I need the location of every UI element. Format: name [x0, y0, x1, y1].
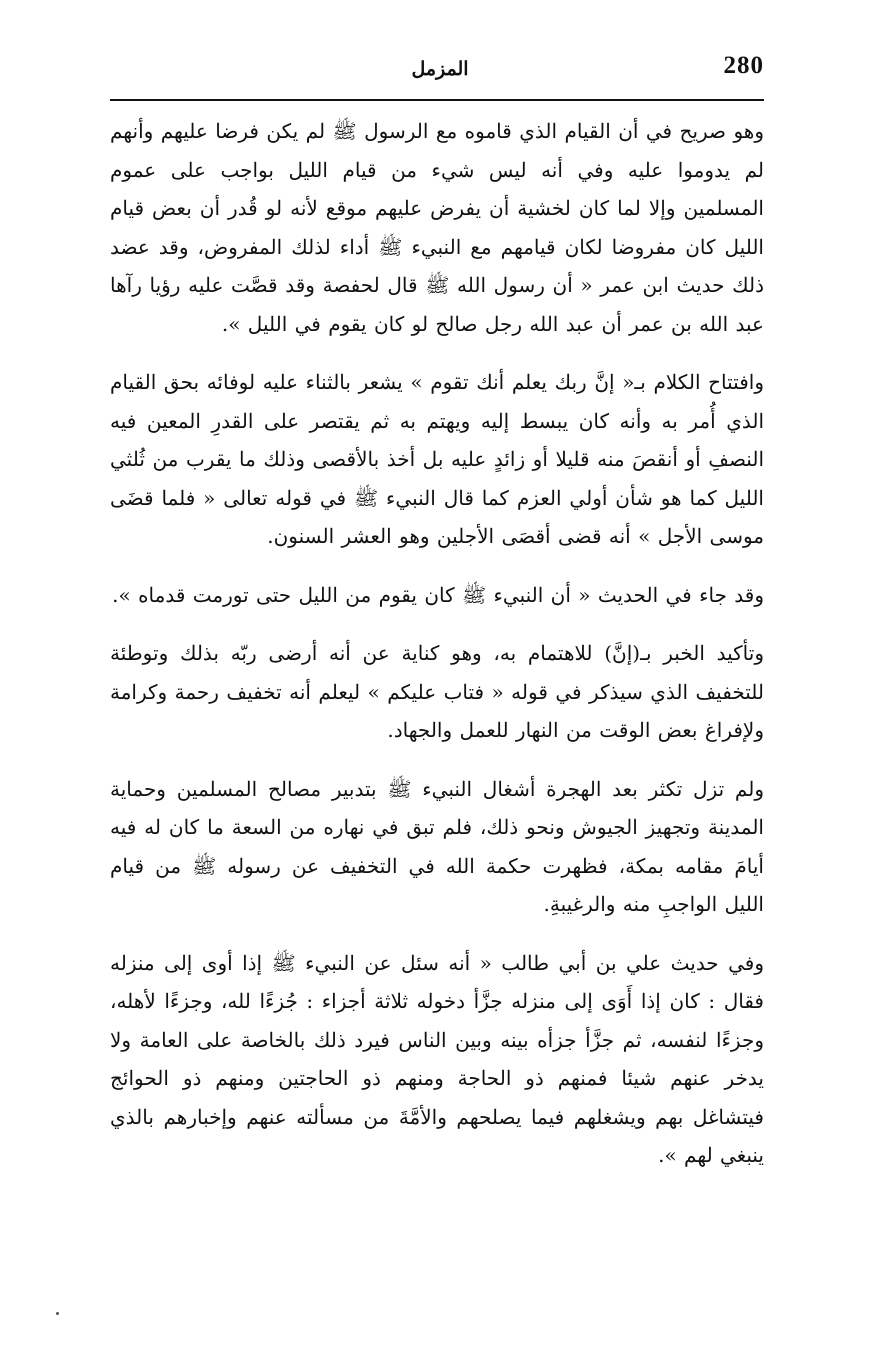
- paragraph: وفي حديث علي بن أبي طالب « أنه سئل عن النبيء ﷺ إذا أوى إلى منزله فقال : كان إذا أَوَى إلى منزله جزَّأ دخوله ثلاثة أجزاء : جُزءًا لله، وجزءًا لأهله، وجزءًا لنفسه، ثم جزَّأ جزأه بينه وبين الناس فيرد ذلك بالخاصة على العامة ولا يدخر عنهم شيئا فمنهم ذو الحاجة ومنهم ذو الحاجتين ومنهم ذو الحوائج فيتشاغل بهم ويشغلهم فيما يصلحهم والأمَّةَ من مسألته عنهم وإخبارهم بالذي ينبغي لهم ».: [110, 950, 764, 1167]
- paragraph: ولم تزل تكثر بعد الهجرة أشغال النبيء ﷺ بتدبير مصالح المسلمين وحماية المدينة وتجهيز الجيوش ونحو ذلك، فلم تبق في نهاره من السعة ما كان له فيه أيامَ مقامه بمكة، فظهرت حكمة الله في التخفيف عن رسوله ﷺ من قيام الليل الواجبِ منه والرغيبةِ.: [110, 776, 764, 916]
- paragraph: وافتتاح الكلام بـ« إنَّ ربك يعلم أنك تقوم » يشعر بالثناء عليه لوفائه بحق القيام الذي أُمر به وأنه كان يبسط إليه ويهتم به ثم يقتصر على القدرِ المعين فيه النصفِ أو أنقصَ منه قليلا أو زائدٍ عليه بل أخذ بالأقصى وذلك ما يقرب من ثُلثي الليل كما هو شأن أولي العزم كما قال النبيء ﷺ في قوله تعالى « فلما قضَى موسى الأجل » أنه قضى أقصَى الأجلين وهو العشر السنون.: [110, 370, 764, 548]
- paragraph: وهو صريح في أن القيام الذي قاموه مع الرسول ﷺ لم يكن فرضا عليهم وأنهم لم يدوموا عليه وفي أنه ليس شيء من قيام الليل بواجب على عموم المسلمين وإلا لما كان لخشية أن يفرض عليهم موقع لأنه لو قُدر أن بعض قيام الليل كان مفروضا لكان قيامهم مع النبيء ﷺ أداء لذلك المفروض، وقد عضد ذلك حديث ابن عمر « أن رسول الله ﷺ قال لحفصة وقد قصَّت عليه رؤيا رآها عبد الله بن عمر أن عبد الله رجل صالح لو كان يقوم في الليل ».: [110, 119, 764, 336]
- paragraph: وتأكيد الخبر بـ(إنَّ) للاهتمام به، وهو كناية عن أنه أرضى ربّه بذلك وتوطئة للتخفيف الذي سيذكر في قوله « فتاب عليكم » ليعلم أنه تخفيف رحمة وكرامة ولإفراغ بعض الوقت من النهار للعمل والجهاد.: [110, 641, 764, 742]
- paragraph: وقد جاء في الحديث « أن النبيء ﷺ كان يقوم من الليل حتى تورمت قدماه ».: [112, 582, 764, 607]
- scan-speck: [56, 1312, 59, 1315]
- page-header: [110, 46, 764, 96]
- page-number: 280: [723, 52, 764, 79]
- running-title: المزمل: [411, 58, 469, 80]
- body-text: [110, 112, 764, 1195]
- header-rule: [110, 99, 764, 101]
